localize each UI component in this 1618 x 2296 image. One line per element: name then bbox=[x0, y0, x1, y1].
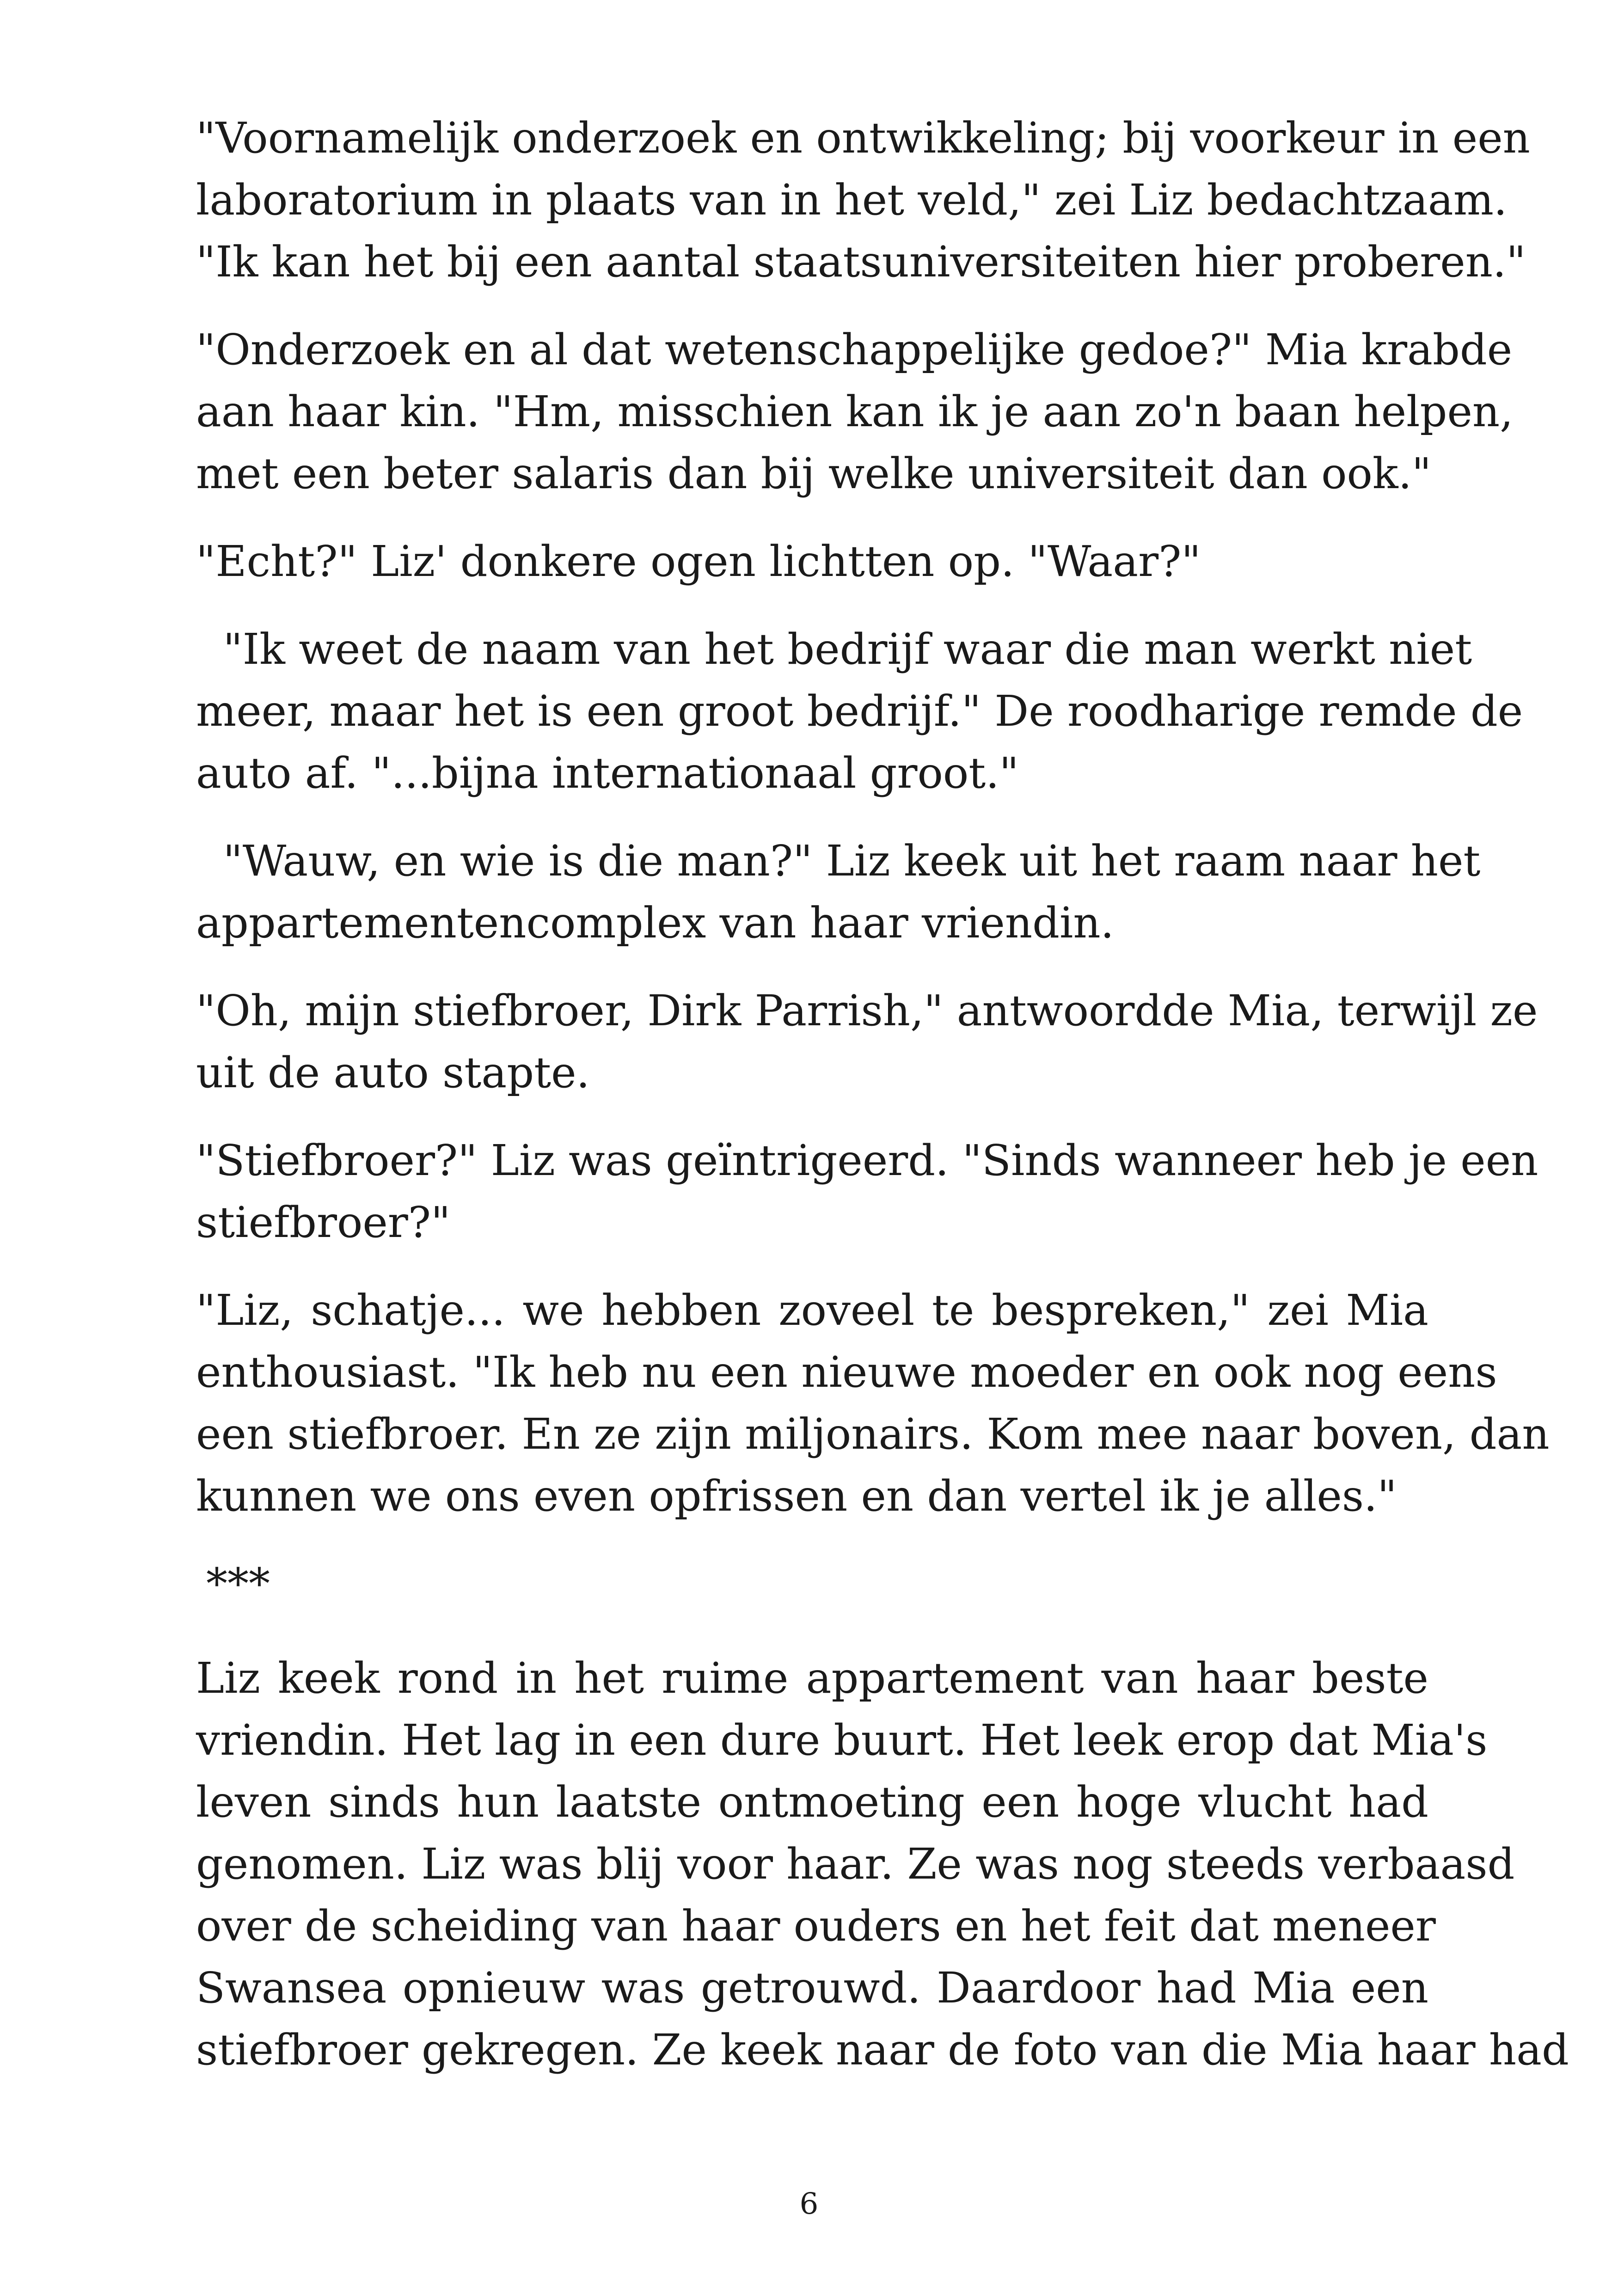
text-line: "Ik weet de naam van het bedrijf waar die man werkt niet bbox=[196, 625, 1472, 674]
text-line: kunnen we ons even opfrissen en dan vertel ik je alles." bbox=[196, 1471, 1397, 1521]
text-line: auto af. "...bijna internationaal groot." bbox=[196, 748, 1019, 798]
text-line: Swansea opnieuw was getrouwd. Daardoor had Mia een bbox=[196, 1963, 1428, 2013]
text-line: "Stiefbroer?" Liz was geïntrigeerd. "Sinds wanneer heb je een bbox=[196, 1136, 1538, 1185]
text-line: meer, maar het is een groot bedrijf." De roodharige remde de bbox=[196, 686, 1523, 736]
text-line: een stiefbroer. En ze zijn miljonairs. Kom mee naar boven, dan bbox=[196, 1409, 1550, 1459]
text-line: appartementencomplex van haar vriendin. bbox=[196, 898, 1114, 948]
text-line: "Oh, mijn stiefbroer, Dirk Parrish," antwoordde Mia, terwijl ze bbox=[196, 986, 1538, 1035]
text-line: over de scheiding van haar ouders en het feit dat meneer bbox=[196, 1901, 1436, 1951]
paragraph-1 bbox=[196, 107, 1530, 293]
text-line: "Ik kan het bij een aantal staatsuniversiteiten hier proberen." bbox=[196, 237, 1526, 287]
body-text bbox=[196, 107, 1569, 2107]
text-line: "Voornamelijk onderzoek en ontwikkeling; bij voorkeur in een bbox=[196, 113, 1530, 163]
scene-break: *** bbox=[206, 1559, 270, 1609]
text-line: Liz keek rond in het ruime appartement van haar beste bbox=[196, 1653, 1428, 1703]
paragraph-3 bbox=[196, 531, 1428, 593]
paragraph-4 bbox=[196, 618, 1523, 804]
text-line: "Onderzoek en al dat wetenschappelijke gedoe?" Mia krabde bbox=[196, 325, 1513, 374]
text-line: genomen. Liz was blij voor haar. Ze was nog steeds verbaasd bbox=[196, 1839, 1515, 1889]
text-line: vriendin. Het lag in een dure buurt. Het leek erop dat Mia's bbox=[196, 1715, 1488, 1765]
text-line: uit de auto stapte. bbox=[196, 1048, 590, 1097]
text-line: met een beter salaris dan bij welke universiteit dan ook." bbox=[196, 449, 1432, 498]
text-line: stiefbroer?" bbox=[196, 1198, 451, 1247]
paragraph-5 bbox=[196, 830, 1481, 954]
text-line: "Liz, schatje... we hebben zoveel te bespreken," zei Mia bbox=[196, 1286, 1428, 1335]
text-line: leven sinds hun laatste ontmoeting een hoge vlucht had bbox=[196, 1777, 1428, 1827]
paragraph-2 bbox=[196, 319, 1514, 505]
text-line: enthousiast. "Ik heb nu een nieuwe moeder en ook nog eens bbox=[196, 1347, 1497, 1397]
paragraph-9 bbox=[196, 1647, 1569, 2081]
text-line: "Wauw, en wie is die man?" Liz keek uit het raam naar het bbox=[196, 836, 1481, 886]
text-line: stiefbroer gekregen. Ze keek naar de foto van die Mia haar had bbox=[196, 2025, 1569, 2075]
paragraph-7 bbox=[196, 1130, 1538, 1254]
text-line: laboratorium in plaats van in het veld," zei Liz bedachtzaam. bbox=[196, 175, 1508, 225]
text-line: "Echt?" Liz' donkere ogen lichtten op. "Waar?" bbox=[196, 537, 1201, 586]
text-line: aan haar kin. "Hm, misschien kan ik je aan zo'n baan helpen, bbox=[196, 387, 1514, 436]
paragraph-6 bbox=[196, 980, 1538, 1104]
page-number: 6 bbox=[799, 2187, 819, 2221]
paragraph-8 bbox=[196, 1280, 1550, 1527]
